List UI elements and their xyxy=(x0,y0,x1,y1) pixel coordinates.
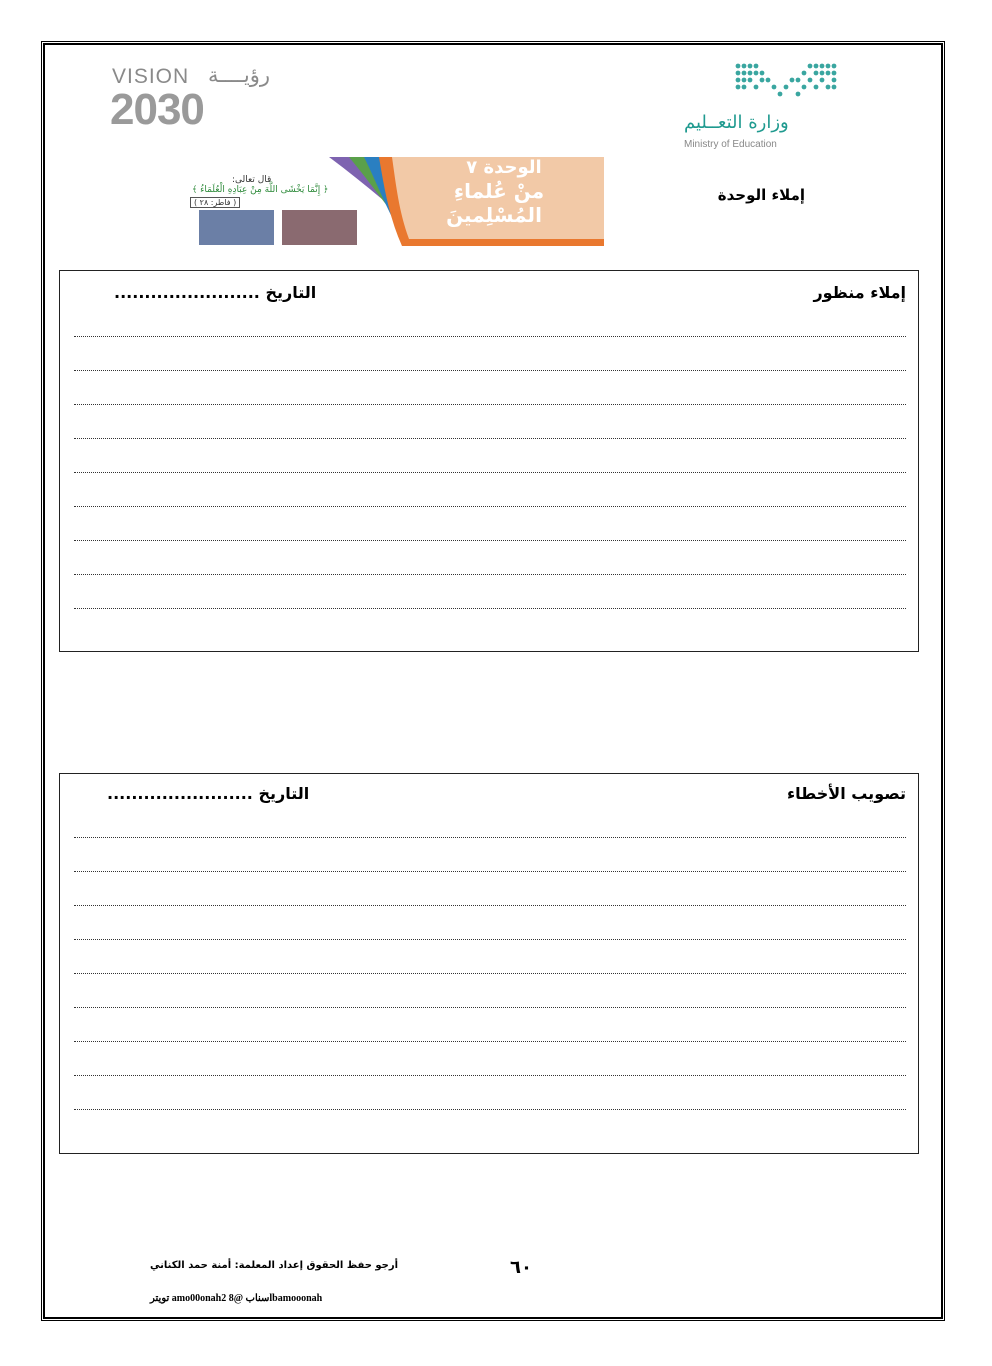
ministry-dots-icon xyxy=(732,60,842,100)
writing-line[interactable] xyxy=(74,871,906,872)
writing-line[interactable] xyxy=(74,472,906,473)
ministry-logo xyxy=(676,60,846,155)
writing-line[interactable] xyxy=(74,404,906,405)
writing-line[interactable] xyxy=(74,973,906,974)
section-title: إملاء منظور xyxy=(813,283,906,302)
writing-line[interactable] xyxy=(74,336,906,337)
writing-line[interactable] xyxy=(74,837,906,838)
page-number: ٦٠ xyxy=(510,1257,532,1278)
writing-line[interactable] xyxy=(74,540,906,541)
scholar-illustration-2 xyxy=(282,210,357,245)
ministry-arabic: وزارة التعــليم xyxy=(684,112,789,133)
vision-year: 2030 xyxy=(110,85,204,134)
unit-title: إملاء الوحدة xyxy=(717,186,805,204)
scholar-illustration-1 xyxy=(199,210,274,245)
vision-2030-logo xyxy=(108,63,272,134)
writing-line[interactable] xyxy=(74,608,906,609)
date-field[interactable]: التاريخ ........................ xyxy=(107,784,310,803)
unit-number-label: الوحدة ٧ xyxy=(466,157,542,178)
writing-line[interactable] xyxy=(74,1075,906,1076)
corrections-section xyxy=(59,773,919,1154)
verse-intro: قال تعالى: xyxy=(232,175,272,185)
verse-reference: ( فاطر: ٢٨ ) xyxy=(190,197,240,208)
dictation-section xyxy=(59,270,919,652)
writing-line[interactable] xyxy=(74,438,906,439)
date-field[interactable]: التاريخ ........................ xyxy=(114,283,317,302)
writing-line[interactable] xyxy=(74,1007,906,1008)
writing-line[interactable] xyxy=(74,1109,906,1110)
unit-name-line1: منْ عُلماءِ xyxy=(453,179,545,203)
writing-line[interactable] xyxy=(74,506,906,507)
section-title: تصويب الأخطاء xyxy=(786,784,906,803)
copyright-credit: أرجو حفظ الحقوق إعداد المعلمة: أمنة حمد الكناني xyxy=(150,1260,399,1271)
unit-name-line2: المُسْلِمينَ xyxy=(446,203,542,227)
vision-latin: VISION xyxy=(112,65,190,88)
vision-arabic: رؤيــــة xyxy=(208,63,270,87)
writing-line[interactable] xyxy=(74,905,906,906)
writing-line[interactable] xyxy=(74,574,906,575)
writing-line[interactable] xyxy=(74,370,906,371)
writing-line[interactable] xyxy=(74,939,906,940)
ministry-english: Ministry of Education xyxy=(684,139,777,150)
quran-verse: ﴿ إِنَّمَا يَخْشَى اللَّهَ مِنْ عِبَادِهِ الْعُلَمَاءُ ﴾ xyxy=(192,185,329,195)
writing-line[interactable] xyxy=(74,1041,906,1042)
social-handles: تويتر amo00onah2 سناب @8lbamooonah xyxy=(150,1293,323,1304)
